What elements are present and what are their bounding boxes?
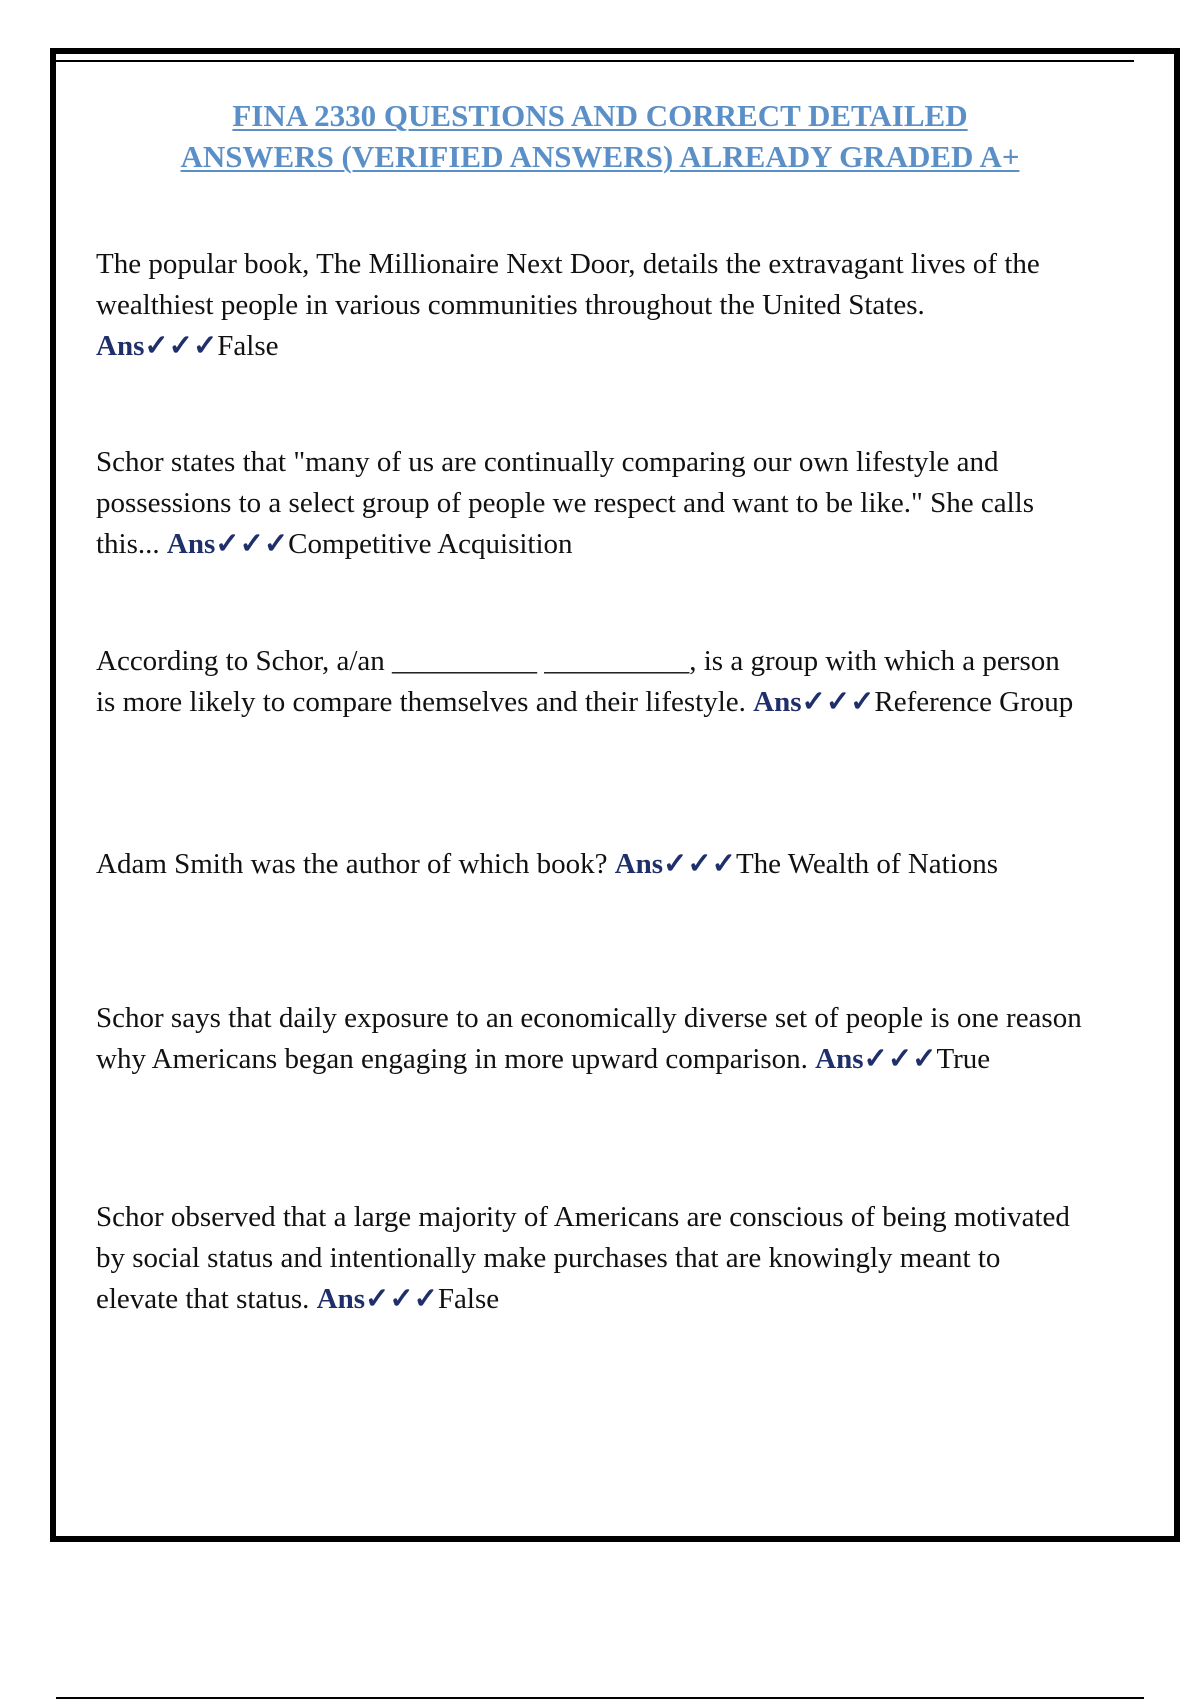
answer-label: Ans bbox=[753, 686, 802, 718]
question-text: Schor says that daily exposure to an economically diverse set of people is one reason why Americans began engaging in more upward comparison. bbox=[96, 1002, 1082, 1075]
answer-checkmarks-icon: ✓✓✓ bbox=[801, 686, 875, 718]
qa-item bbox=[96, 844, 1086, 885]
answer-text: The Wealth of Nations bbox=[735, 848, 999, 880]
question-text: The popular book, The Millionaire Next Door, details the extravagant lives of the wealthiest people in various communities throughout the United States. bbox=[96, 248, 1040, 321]
page-bottom-rule bbox=[56, 1697, 1144, 1699]
question-text: Schor states that "many of us are continually comparing our own lifestyle and possessions to a select group of people we respect and want to be like." She calls this... bbox=[96, 446, 1034, 560]
answer-label: Ans bbox=[316, 1283, 366, 1315]
answer-label: Ans bbox=[96, 330, 145, 362]
answer-text: Competitive Acquisition bbox=[288, 528, 573, 560]
document-title-line-2: ANSWERS (VERIFIED ANSWERS) ALREADY GRADED A+ bbox=[180, 139, 1020, 174]
qa-item bbox=[96, 244, 1086, 367]
frame-top-rule bbox=[56, 60, 1134, 62]
qa-item bbox=[96, 998, 1086, 1080]
qa-item bbox=[96, 1197, 1086, 1320]
question-text: Schor observed that a large majority of Americans are conscious of being motivated by social status and intentionally make purchases that are knowingly meant to elevate that status. bbox=[96, 1201, 1070, 1315]
answer-label: Ans bbox=[166, 528, 216, 560]
qa-item bbox=[96, 641, 1086, 723]
answer-checkmarks-icon: ✓✓✓ bbox=[365, 1283, 438, 1315]
question-text: Adam Smith was the author of which book? bbox=[96, 848, 608, 880]
answer-text: False bbox=[437, 1283, 500, 1315]
answer-text: Reference Group bbox=[874, 686, 1074, 718]
qa-item bbox=[96, 442, 1086, 565]
answer-checkmarks-icon: ✓✓✓ bbox=[863, 1043, 937, 1075]
document-title-line-1: FINA 2330 QUESTIONS AND CORRECT DETAILED bbox=[232, 98, 968, 133]
answer-text: False bbox=[217, 330, 279, 362]
document-title bbox=[0, 95, 1200, 177]
answer-checkmarks-icon: ✓✓✓ bbox=[144, 330, 218, 362]
answer-checkmarks-icon: ✓✓✓ bbox=[215, 528, 289, 560]
question-text: According to Schor, a/an __________ __________, is a group with which a person is more likely to compare themselves and their lifestyle. bbox=[96, 645, 1060, 718]
answer-label: Ans bbox=[815, 1043, 864, 1075]
answer-text: True bbox=[936, 1043, 991, 1075]
answer-checkmarks-icon: ✓✓✓ bbox=[663, 848, 736, 880]
answer-label: Ans bbox=[614, 848, 664, 880]
